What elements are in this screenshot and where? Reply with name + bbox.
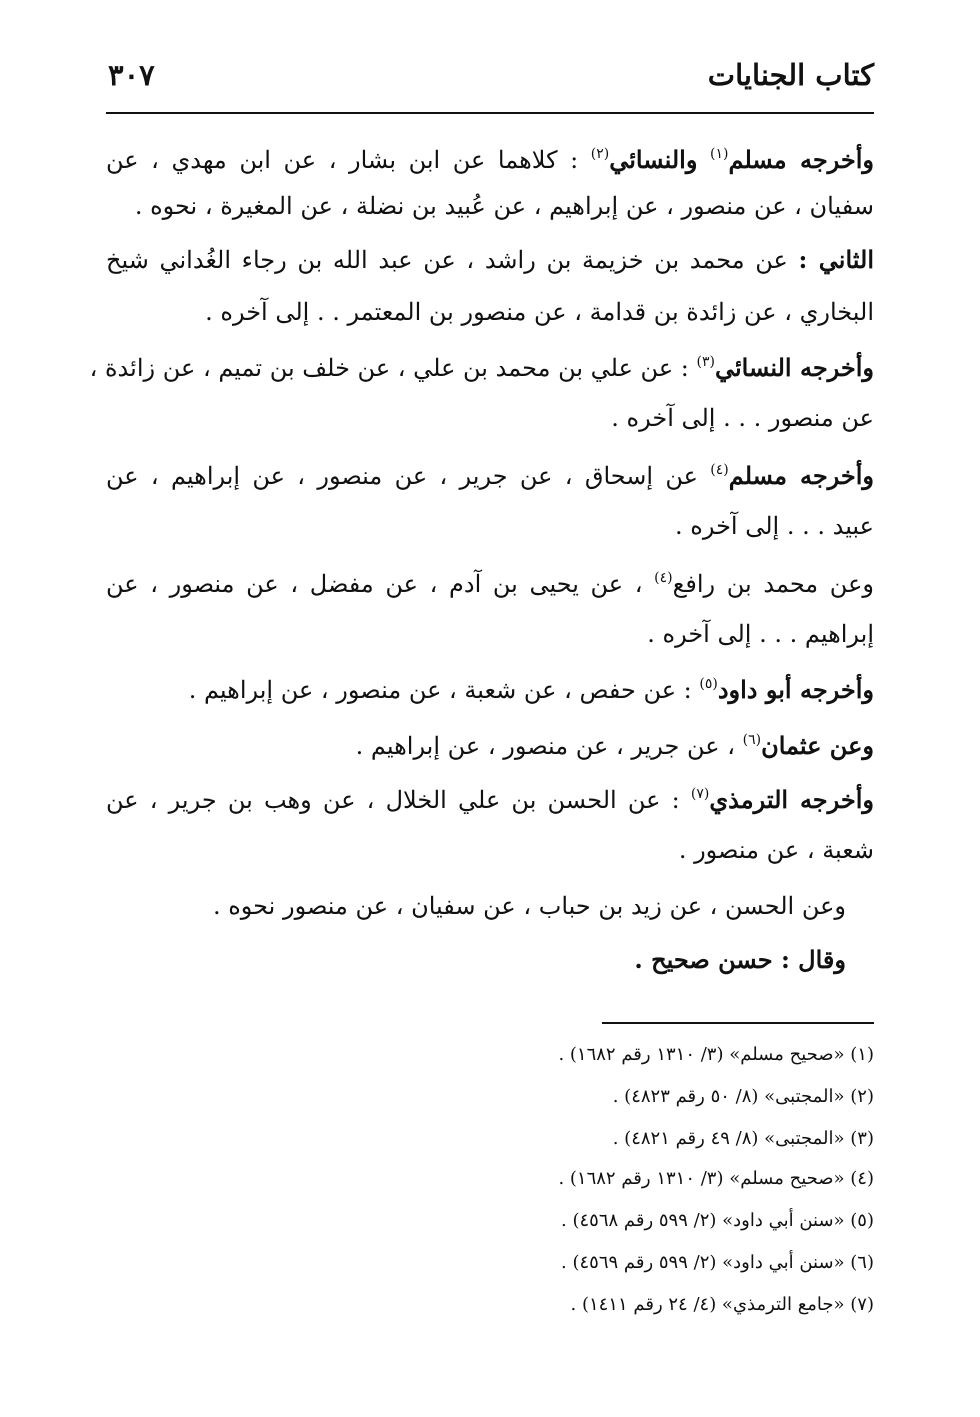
header-rule (106, 112, 874, 114)
source-lead: وأخرجه مسلم (728, 461, 874, 490)
chapter-title: كتاب الجنايات (707, 58, 874, 92)
footnote-ref: (١) (710, 146, 729, 162)
paragraph-3-line-1 (89, 348, 874, 388)
running-header (108, 58, 874, 104)
footnote-rule (602, 1022, 874, 1024)
footnote-5: (٥) «سنن أبي داود» (٢/ ٥٩٩ رقم ٤٥٦٨) . (561, 1210, 874, 1231)
paragraph-8-line-1 (106, 780, 874, 820)
paragraph-4-line-2: عبيد . . . إلى آخره . (675, 512, 874, 540)
section-lead: الثاني : (798, 245, 874, 274)
page-number: ٣٠٧ (108, 58, 155, 92)
paragraph-10: وقال : حسن صحيح . (634, 945, 846, 974)
paragraph-1-line-1 (106, 140, 874, 180)
paragraph-text: : عن علي بن محمد بن علي ، عن خلف بن تميم ، عن زائدة ، (89, 354, 689, 382)
source-lead: وأخرجه النسائي (714, 353, 874, 382)
paragraph-5-line-2: إبراهيم . . . إلى آخره . (647, 620, 874, 648)
paragraph-text: ، عن جرير ، عن منصور ، عن إبراهيم . (355, 732, 735, 760)
paragraph-text: عن إسحاق ، عن جرير ، عن منصور ، عن إبراهيم ، عن (106, 462, 698, 490)
footnote-7: (٧) «جامع الترمذي» (٤/ ٢٤ رقم ١٤١١) . (570, 1294, 874, 1315)
footnote-ref: (٣) (696, 354, 715, 370)
source-lead: والنسائي (609, 145, 698, 174)
footnote-ref: (٤) (710, 462, 729, 478)
paragraph-5-line-1 (106, 564, 874, 604)
paragraph-7 (356, 726, 874, 766)
footnote-3: (٣) «المجتبى» (٨/ ٤٩ رقم ٤٨٢١) . (612, 1128, 874, 1149)
paragraph-6 (189, 670, 874, 710)
footnote-ref: (٥) (699, 676, 718, 692)
source-lead: وأخرجه أبو داود (717, 675, 874, 704)
paragraph-2-line-2: البخاري ، عن زائدة بن قدامة ، عن منصور بن المعتمر . . إلى آخره . (205, 298, 874, 326)
footnote-ref: (٢) (590, 146, 610, 162)
paragraph-text: عن محمد بن خزيمة بن راشد ، عن عبد الله بن رجاء الغُداني شيخ (106, 246, 788, 274)
footnote-6: (٦) «سنن أبي داود» (٢/ ٥٩٩ رقم ٤٥٦٩) . (561, 1252, 874, 1273)
paragraph-text: وعن محمد بن رافع (672, 570, 874, 598)
paragraph-text: : عن حفص ، عن شعبة ، عن منصور ، عن إبراهيم . (188, 676, 692, 704)
paragraph-text: : كلاهما عن ابن بشار ، عن ابن مهدي ، عن (106, 146, 579, 174)
footnote-ref: (٦) (742, 732, 762, 748)
paragraph-text: : عن الحسن بن علي الخلال ، عن وهب بن جرير ، عن (106, 786, 680, 814)
paragraph-4-line-1 (106, 456, 874, 496)
paragraph-9: وعن الحسن ، عن زيد بن حباب ، عن سفيان ، عن منصور نحوه . (212, 892, 846, 920)
footnote-1: (١) «صحيح مسلم» (٣/ ١٣١٠ رقم ١٦٨٢) . (558, 1044, 874, 1065)
paragraph-3-line-2: عن منصور . . . إلى آخره . (611, 404, 874, 432)
paragraph-1-line-2: سفيان ، عن منصور ، عن إبراهيم ، عن عُبيد بن نضلة ، عن المغيرة ، نحوه . (134, 192, 874, 220)
footnote-2: (٢) «المجتبى» (٨/ ٥٠ رقم ٤٨٢٣) . (612, 1086, 874, 1107)
footnote-ref: (٤) (654, 570, 673, 586)
source-lead: وأخرجه الترمذي (709, 785, 874, 814)
paragraph-text: ، عن يحيى بن آدم ، عن مفضل ، عن منصور ، عن (106, 570, 643, 598)
source-lead: وعن عثمان (761, 731, 874, 760)
footnote-4: (٤) «صحيح مسلم» (٣/ ١٣١٠ رقم ١٦٨٢) . (558, 1168, 874, 1189)
paragraph-2-line-1 (106, 240, 874, 280)
footnote-ref: (٧) (690, 786, 710, 802)
source-lead: وأخرجه مسلم (728, 145, 874, 174)
paragraph-8-line-2: شعبة ، عن منصور . (678, 836, 874, 864)
